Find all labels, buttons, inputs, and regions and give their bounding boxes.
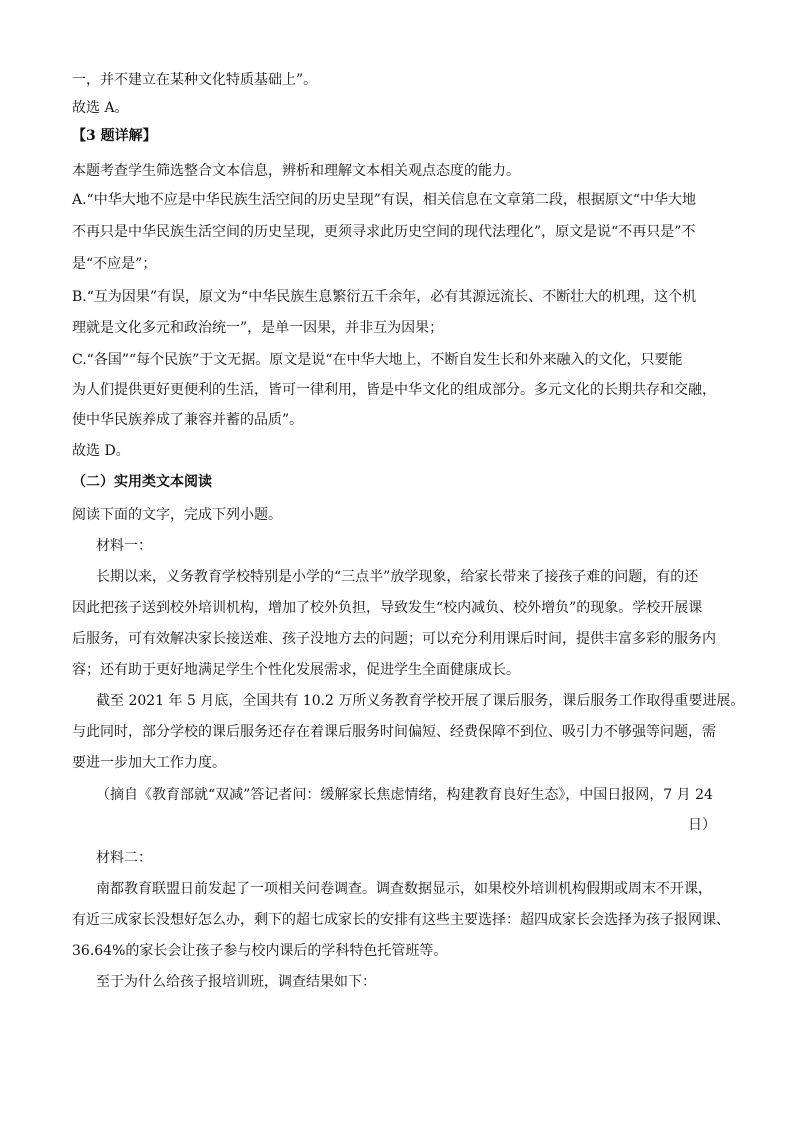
text-line: 材料二： xyxy=(96,850,152,866)
text-line: 是“不应是”； xyxy=(72,256,157,272)
section-heading: （二）实用类文本阅读 xyxy=(72,474,212,490)
text-line: 理就是文化多元和政治统一”，是单一因果，并非互为因果； xyxy=(72,320,444,336)
text-line: 故选 D。 xyxy=(72,443,130,459)
text-line: 容；还有助于更好地满足学生个性化发展需求，促进学生全面健康成长。 xyxy=(72,662,520,678)
text-line: 使中华民族养成了兼容并蓄的品质”。 xyxy=(72,412,304,428)
text-line: 本题考查学生筛选整合文本信息，辨析和理解文本相关观点态度的能力。 xyxy=(72,163,520,179)
text-line: 南都教育联盟日前发起了一项相关问卷调查。调查数据显示，如果校外培训机构假期或周末不开课， xyxy=(96,881,712,897)
text-line: 至于为什么给孩子报培训班，调查结果如下： xyxy=(96,974,376,990)
text-line: A.“中华大地不应是中华民族生活空间的历史呈现”有误，相关信息在文章第二段，根据原文“中华大地 xyxy=(72,192,697,208)
text-line: 不再只是中华民族生活空间的历史呈现，更须寻求此历史空间的现代法理化”，原文是说“不再只是”不 xyxy=(72,224,696,240)
text-line: 要进一步加大工作力度。 xyxy=(72,755,226,771)
text-line: 与此同时，部分学校的课后服务还存在着课后服务时间偏短、经费保障不到位、吸引力不够强等问题，需 xyxy=(72,724,716,740)
text-line: 阅读下面的文字，完成下列小题。 xyxy=(72,507,282,523)
text-line: B.“互为因果”有误，原文为“中华民族生息繁衍五千余年，必有其源远流长、不断壮大的机理，这个机 xyxy=(72,289,697,305)
text-line: 有近三成家长没想好怎么办，剩下的超七成家长的安排有这些主要选择：超四成家长会选择为孩子报网课、 xyxy=(72,912,730,928)
section-heading: 【3 题详解】 xyxy=(72,128,157,144)
text-line: 一，并不建立在某种文化特质基础上”。 xyxy=(72,72,318,88)
text-line: 因此把孩子送到校外培训机构，增加了校外负担，导致发生“校内减负、校外增负”的现象。学校开展课 xyxy=(72,600,703,616)
citation-line: （摘自《教育部就“双减”答记者问：缓解家长焦虑情绪，构建教育良好生态》，中国日报网，7 月 24 xyxy=(96,787,713,803)
text-line: 截至 2021 年 5 月底，全国共有 10.2 万所义务教育学校开展了课后服务，课后服务工作取得重要进展。 xyxy=(96,693,745,709)
citation-line: 日） xyxy=(688,817,716,833)
text-line: 为人们提供更好更便利的生活，皆可一律利用，皆是中华文化的组成部分。多元文化的长期共存和交融， xyxy=(72,382,716,398)
text-line: C.“各国”“每个民族”于文无据。原文是说“在中华大地上，不断自发生长和外来融入的文化，只要能 xyxy=(72,352,683,368)
text-line: 36.64%的家长会让孩子参与校内课后的学科特色托管班等。 xyxy=(72,943,448,959)
text-line: 后服务，可有效解决家长接送难、孩子没地方去的问题；可以充分利用课后时间，提供丰富多彩的服务内 xyxy=(72,631,716,647)
text-line: 长期以来，义务教育学校特别是小学的“三点半”放学现象，给家长带来了接孩子难的问题，有的还 xyxy=(96,569,699,585)
text-line: 材料一： xyxy=(96,538,152,554)
text-line: 故选 A。 xyxy=(72,100,129,116)
